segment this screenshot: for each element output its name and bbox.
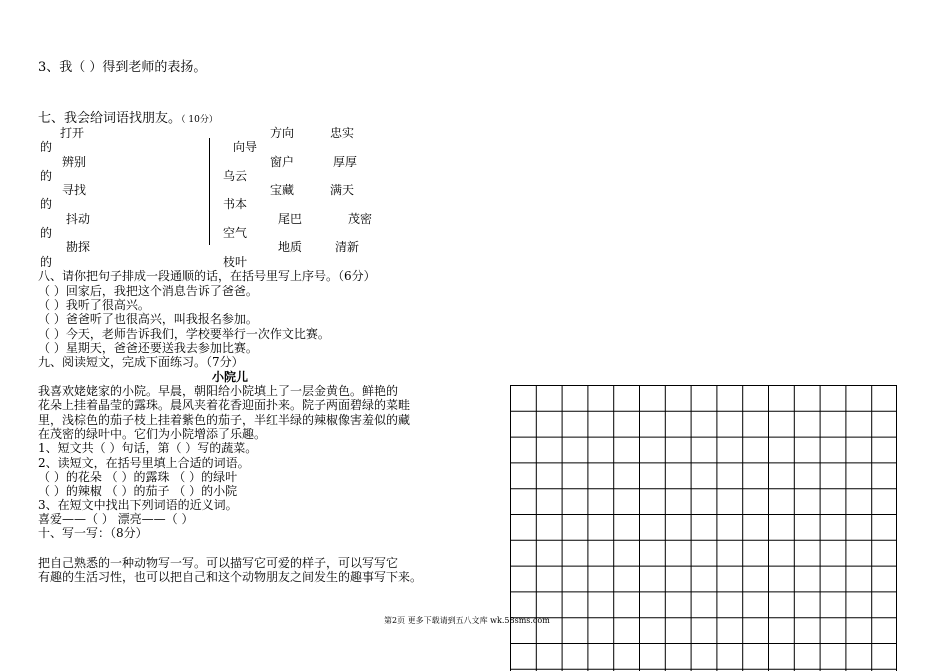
right-a-word-1: 方向 [270,126,295,140]
section-7-title: 七、我会给词语找朋友。 [38,111,182,126]
reading-question-2: 2、读短文，在括号里填上合适的词语。 [38,456,250,470]
section-8-heading: 八、请你把句子排成一段通顺的话，在括号里写上序号。（6分） [38,269,376,283]
reading-q2-row-1: （ ）的花朵 （ ）的露珠 （ ）的绿叶 [38,470,238,484]
passage-line-1: 我喜欢姥姥家的小院。早晨，朝阳给小院填上了一层金黄色。鲜艳的 [38,384,399,398]
section-10-heading: 十、写一写：（8分） [38,526,148,540]
right-b-word-1: 忠实 [330,126,355,140]
right-a-word-2: 窗户 [270,155,295,169]
writing-grid-lines [510,385,897,671]
mid-word-1: 向导 [233,140,258,154]
de-mark-4: 的 [40,226,53,240]
page-footer: 第2页 更多下载请到五八文库 wk.58sms.com [384,616,550,625]
de-mark-5: 的 [40,255,53,269]
order-item-3: （ ）爸爸听了也很高兴，叫我报名参加。 [38,312,258,326]
de-mark-1: 的 [40,140,53,154]
order-item-1: （ ）回家后，我把这个消息告诉了爸爸。 [38,284,258,298]
right-a-word-5: 地质 [278,240,303,254]
order-item-5: （ ）星期天，爸爸还要送我去参加比赛。 [38,341,258,355]
order-item-2: （ ）我听了很高兴。 [38,298,150,312]
reading-q3-row: 喜爱——（ ） 漂亮——（ ） [38,512,194,526]
right-a-word-3: 宝藏 [270,183,295,197]
writing-prompt-line-2: 有趣的生活习性，也可以把自己和这个动物朋友之间发生的趣事写下来。 [38,570,423,584]
left-word-1: 打开 [60,126,85,140]
mid-word-3: 书本 [223,197,248,211]
mid-word-4: 空气 [223,226,248,240]
reading-question-3: 3、在短文中找出下列词语的近义词。 [38,498,238,512]
section-9-heading: 九、阅读短文，完成下面练习。（7分） [38,355,244,369]
passage-title: 小院儿 [212,370,249,384]
writing-prompt-line-1: 把自己熟悉的一种动物写一写。可以描写它可爱的样子，可以写写它 [38,556,399,570]
right-b-word-3: 满天 [330,183,355,197]
left-word-2: 辨别 [62,155,87,169]
order-item-4: （ ）今天，老师告诉我们，学校要举行一次作文比赛。 [38,327,330,341]
de-mark-2: 的 [40,169,53,183]
section-7-points: （ 10分） [181,115,218,125]
mid-word-2: 乌云 [223,169,248,183]
passage-line-4: 在茂密的绿叶中。它们为小院增添了乐趣。 [38,427,267,441]
left-word-3: 寻找 [62,183,87,197]
right-a-word-4: 尾巴 [278,212,303,226]
question-3-line: 3、我（ ）得到老师的表扬。 [38,60,207,75]
section-7-heading [38,111,218,127]
reading-question-1: 1、短文共（ ）句话，第（ ）写的蔬菜。 [38,441,258,455]
matching-divider [209,138,210,245]
right-b-word-2: 厚厚 [333,155,358,169]
left-word-5: 勘探 [66,240,91,254]
writing-grid[interactable] [510,385,897,671]
right-b-word-5: 清新 [335,240,360,254]
left-word-4: 抖动 [66,212,91,226]
de-mark-3: 的 [40,197,53,211]
mid-word-5: 枝叶 [223,255,248,269]
right-b-word-4: 茂密 [348,212,373,226]
passage-line-3: 里，浅棕色的茄子枝上挂着紫色的茄子，半红半绿的辣椒像害羞似的藏 [38,413,411,427]
reading-q2-row-2: （ ）的辣椒 （ ）的茄子 （ ）的小院 [38,484,238,498]
passage-line-2: 花朵上挂着晶莹的露珠。晨风夹着花香迎面扑来。院子两面碧绿的菜畦 [38,398,411,412]
